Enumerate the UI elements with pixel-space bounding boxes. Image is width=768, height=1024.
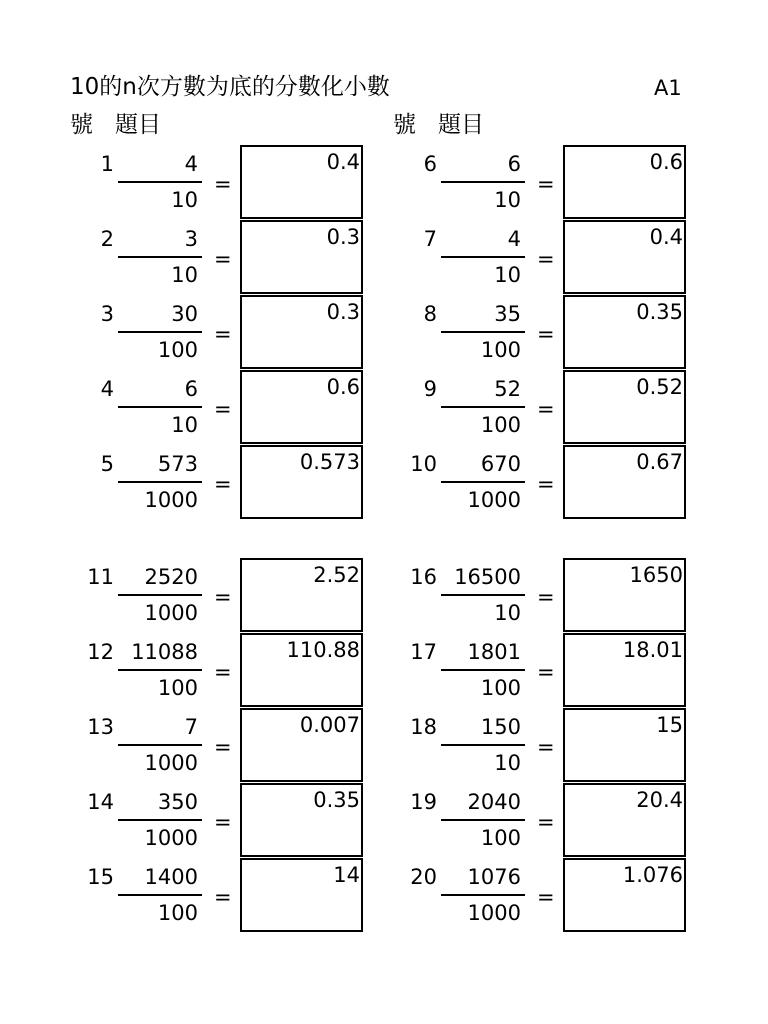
numerator: 2040 xyxy=(467,790,521,814)
equals-sign: = xyxy=(537,322,555,346)
answer-value: 0.35 xyxy=(636,300,683,324)
denominator: 100 xyxy=(157,676,198,700)
denominator: 1000 xyxy=(144,826,198,850)
numerator: 7 xyxy=(184,715,198,739)
numerator: 6 xyxy=(507,152,521,176)
fraction-bar xyxy=(118,406,202,408)
fraction-bar xyxy=(118,256,202,258)
denominator: 100 xyxy=(157,338,198,362)
problem-number: 7 xyxy=(423,227,437,251)
fraction-bar xyxy=(441,256,525,258)
fraction-bar xyxy=(441,594,525,596)
problem-number: 18 xyxy=(410,715,437,739)
numerator: 35 xyxy=(494,302,521,326)
answer-value: 0.52 xyxy=(636,375,683,399)
numerator: 11088 xyxy=(131,640,198,664)
denominator: 10 xyxy=(171,188,198,212)
denominator: 10 xyxy=(171,263,198,287)
problem-number: 13 xyxy=(87,715,114,739)
problem-number: 20 xyxy=(410,865,437,889)
problem-number: 1 xyxy=(100,152,114,176)
denominator: 100 xyxy=(157,901,198,925)
answer-value: 0.35 xyxy=(313,788,360,812)
column-header-right xyxy=(393,108,484,142)
fraction-bar xyxy=(441,181,525,183)
problem-number: 19 xyxy=(410,790,437,814)
equals-sign: = xyxy=(214,810,232,834)
denominator: 10 xyxy=(494,188,521,212)
equals-sign: = xyxy=(214,585,232,609)
denominator: 10 xyxy=(494,751,521,775)
fraction-bar xyxy=(118,744,202,746)
fraction-bar xyxy=(441,406,525,408)
fraction-bar xyxy=(441,481,525,483)
equals-sign: = xyxy=(537,247,555,271)
denominator: 1000 xyxy=(144,751,198,775)
denominator: 1000 xyxy=(144,488,198,512)
problem-number: 4 xyxy=(100,377,114,401)
denominator: 100 xyxy=(480,338,521,362)
fraction-bar xyxy=(118,819,202,821)
equals-sign: = xyxy=(214,172,232,196)
numerator: 16500 xyxy=(454,565,521,589)
page-title: 10的n次方數为底的分數化小數 xyxy=(70,74,390,100)
answer-value: 15 xyxy=(656,713,683,737)
numerator: 4 xyxy=(184,152,198,176)
equals-sign: = xyxy=(214,472,232,496)
problem-number: 2 xyxy=(100,227,114,251)
problem-number: 8 xyxy=(423,302,437,326)
fraction-bar xyxy=(118,594,202,596)
problem-number: 15 xyxy=(87,865,114,889)
equals-sign: = xyxy=(537,397,555,421)
number-column-label: 號 xyxy=(393,112,416,138)
equals-sign: = xyxy=(537,735,555,759)
problem-number: 16 xyxy=(410,565,437,589)
fraction-bar xyxy=(118,331,202,333)
worksheet-code: A1 xyxy=(654,76,682,100)
numerator: 1076 xyxy=(467,865,521,889)
numerator: 150 xyxy=(480,715,521,739)
numerator: 1400 xyxy=(144,865,198,889)
fraction-bar xyxy=(441,819,525,821)
denominator: 100 xyxy=(480,826,521,850)
answer-value: 110.88 xyxy=(286,638,360,662)
fraction-bar xyxy=(118,181,202,183)
fraction-bar xyxy=(118,481,202,483)
problem-number: 5 xyxy=(100,452,114,476)
denominator: 100 xyxy=(480,676,521,700)
equals-sign: = xyxy=(214,397,232,421)
answer-value: 14 xyxy=(333,863,360,887)
numerator: 30 xyxy=(171,302,198,326)
equals-sign: = xyxy=(214,247,232,271)
equals-sign: = xyxy=(537,172,555,196)
denominator: 10 xyxy=(494,601,521,625)
denominator: 10 xyxy=(494,263,521,287)
answer-value: 2.52 xyxy=(313,563,360,587)
fraction-bar xyxy=(118,894,202,896)
numerator: 6 xyxy=(184,377,198,401)
equals-sign: = xyxy=(537,585,555,609)
numerator: 2520 xyxy=(144,565,198,589)
answer-value: 0.007 xyxy=(299,713,360,737)
answer-value: 0.6 xyxy=(649,150,683,174)
number-column-label: 號 xyxy=(70,112,93,138)
problem-number: 6 xyxy=(423,152,437,176)
numerator: 52 xyxy=(494,377,521,401)
equals-sign: = xyxy=(214,735,232,759)
answer-value: 1.076 xyxy=(622,863,683,887)
numerator: 350 xyxy=(157,790,198,814)
fraction-bar xyxy=(441,331,525,333)
problem-number: 3 xyxy=(100,302,114,326)
equals-sign: = xyxy=(214,322,232,346)
problem-number: 10 xyxy=(410,452,437,476)
equals-sign: = xyxy=(214,660,232,684)
question-column-label: 題目 xyxy=(438,112,484,138)
numerator: 1801 xyxy=(467,640,521,664)
numerator: 3 xyxy=(184,227,198,251)
denominator: 1000 xyxy=(144,601,198,625)
equals-sign: = xyxy=(537,660,555,684)
problem-number: 11 xyxy=(87,565,114,589)
equals-sign: = xyxy=(537,472,555,496)
denominator: 1000 xyxy=(467,488,521,512)
denominator: 10 xyxy=(171,413,198,437)
fraction-bar xyxy=(441,894,525,896)
problem-number: 14 xyxy=(87,790,114,814)
problem-number: 12 xyxy=(87,640,114,664)
question-column-label: 題目 xyxy=(115,112,161,138)
answer-value: 0.6 xyxy=(326,375,360,399)
answer-value: 0.573 xyxy=(299,450,360,474)
answer-value: 0.67 xyxy=(636,450,683,474)
problem-number: 9 xyxy=(423,377,437,401)
problem-number: 17 xyxy=(410,640,437,664)
equals-sign: = xyxy=(214,885,232,909)
fraction-bar xyxy=(441,669,525,671)
answer-value: 0.3 xyxy=(326,225,360,249)
numerator: 4 xyxy=(507,227,521,251)
answer-value: 18.01 xyxy=(622,638,683,662)
fraction-bar xyxy=(441,744,525,746)
answer-value: 0.3 xyxy=(326,300,360,324)
column-header-left xyxy=(70,108,161,142)
equals-sign: = xyxy=(537,810,555,834)
denominator: 100 xyxy=(480,413,521,437)
denominator: 1000 xyxy=(467,901,521,925)
numerator: 670 xyxy=(480,452,521,476)
answer-value: 20.4 xyxy=(636,788,683,812)
answer-value: 1650 xyxy=(629,563,683,587)
fraction-bar xyxy=(118,669,202,671)
numerator: 573 xyxy=(157,452,198,476)
answer-value: 0.4 xyxy=(326,150,360,174)
answer-value: 0.4 xyxy=(649,225,683,249)
equals-sign: = xyxy=(537,885,555,909)
